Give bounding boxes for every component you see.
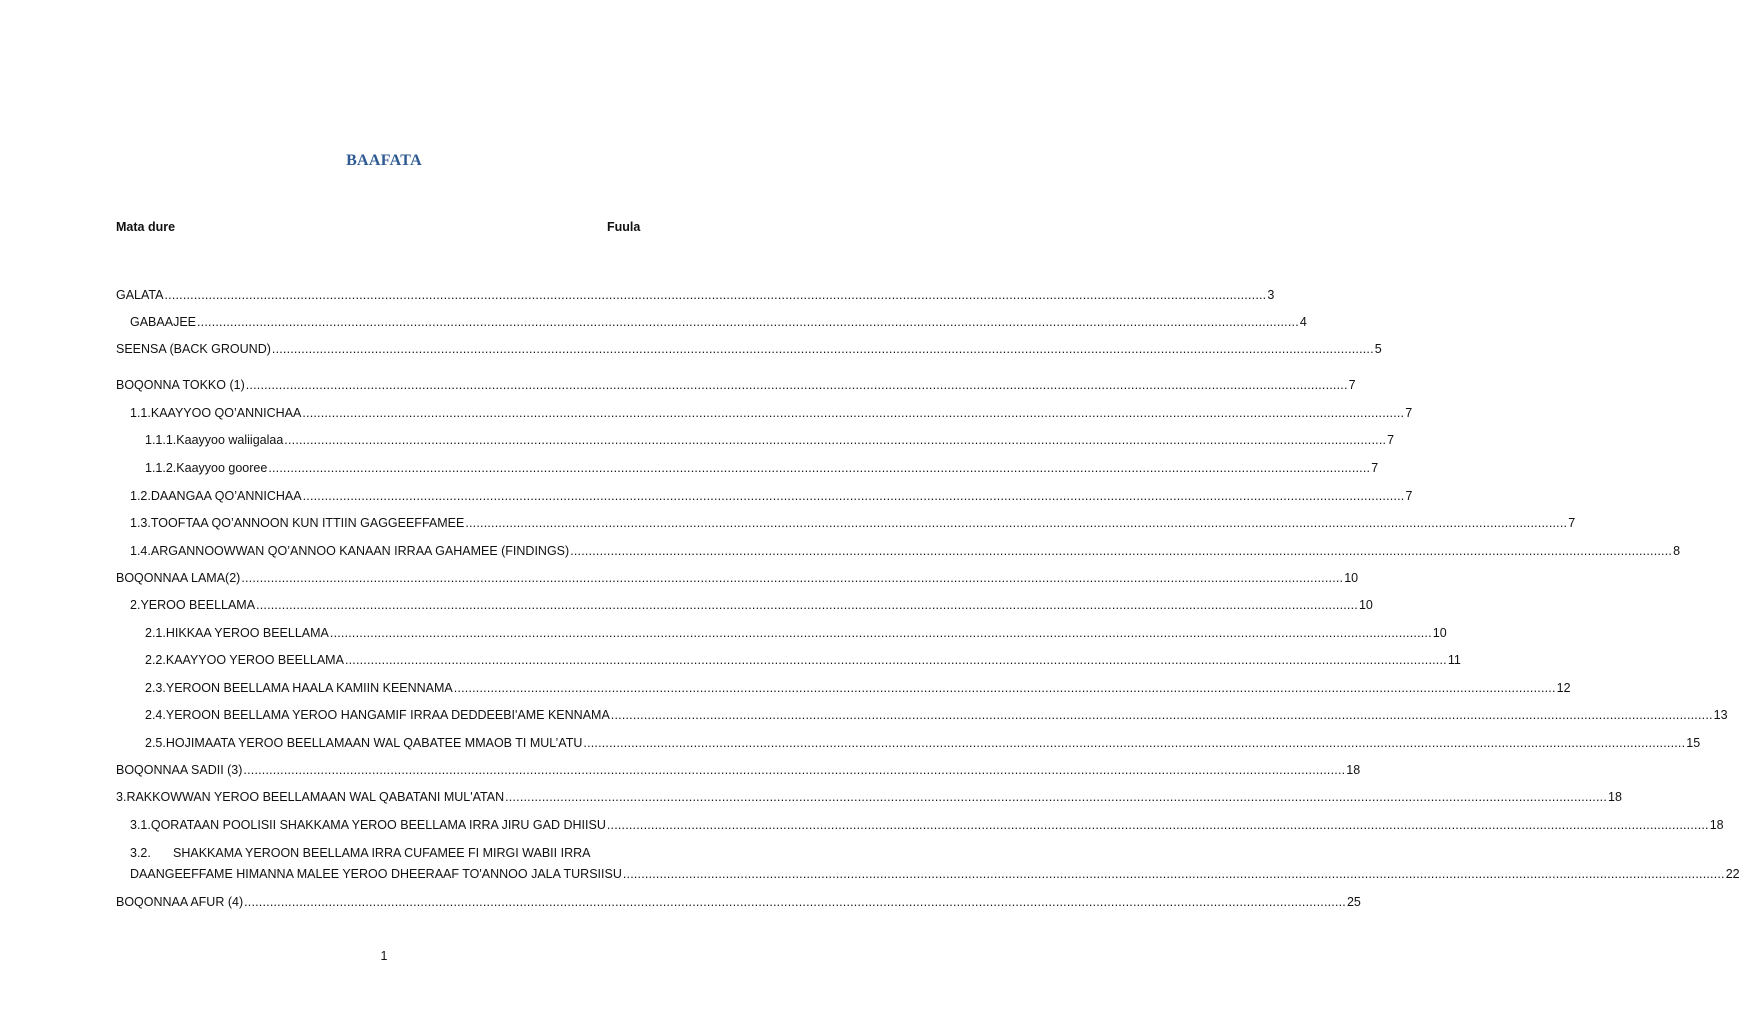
toc-entry-page: 8 [1673,544,1681,558]
toc-entry-page: 4 [1299,315,1307,329]
toc-entry-number: 1.1.2. [145,461,177,475]
toc-entry-number: 1.1.1. [145,433,177,447]
toc-entry-text: RAKKOWWAN YEROO BEELLAMAAN WAL QABATANI MUL'ATAN [126,790,505,804]
toc-entry[interactable] [116,895,1361,910]
toc-entry-text: YEROON BEELLAMA YEROO HANGAMIF IRRAA DEDDEEBI'AME KENNAMA [165,708,610,722]
toc-entry[interactable] [130,516,1576,531]
toc-entry-text: GABAAJEE [130,315,196,329]
dot-leader: ............................................................................................................................................................................................................................................................................................................ [344,653,1447,667]
dot-leader: ............................................................................................................................................................................................................................................................................................................ [329,626,1432,640]
toc-entry-text: BOQONNAA SADII (3) [116,763,243,777]
toc-entry[interactable] [116,288,1275,303]
toc-entry-page: 7 [1348,378,1356,392]
dot-leader: ............................................................................................................................................................................................................................................................................................................ [241,571,1344,585]
toc-entry-page: 3 [1267,288,1275,302]
dot-leader: ............................................................................................................................................................................................................................................................................................................ [243,763,1346,777]
toc-entry-page: 7 [1387,433,1395,447]
dot-leader: ............................................................................................................................................................................................................................................................................................................ [197,315,1299,329]
dot-leader: ............................................................................................................................................................................................................................................................................................................ [302,489,1405,503]
dot-leader: ............................................................................................................................................................................................................................................................................................................ [244,895,1346,909]
toc-entry-page: 18 [1346,763,1361,777]
dot-leader: ............................................................................................................................................................................................................................................................................................................ [302,406,1405,420]
toc-entry-page: 15 [1686,736,1701,750]
toc-entry-page: 12 [1556,681,1571,695]
toc-entry-text: BOQONNAA AFUR (4) [116,895,244,909]
dot-leader: ............................................................................................................................................................................................................................................................................................................ [505,790,1607,804]
toc-entry-text: SHAKKAMA YEROON BEELLAMA IRRA CUFAMEE FI MIRGI WABII IRRA [173,846,591,860]
toc-entry-text: YEROO BEELLAMA [140,598,256,612]
toc-entry[interactable] [145,461,1379,476]
toc-entry[interactable] [130,315,1307,330]
toc-entry-text: BOQONNA TOKKO (1) [116,378,245,392]
toc-entry-text: KAAYYOO YEROO BEELLAMA [165,653,344,667]
toc-entry-page: 10 [1344,571,1359,585]
toc-entry-page: 18 [1608,790,1622,804]
toc-entry[interactable] [130,818,1724,833]
dot-leader: ............................................................................................................................................................................................................................................................................................................ [284,433,1387,447]
toc-title: BAAFATA [346,152,422,169]
toc-entry-text: Kaayyoo waliigalaa [176,433,284,447]
toc-entry[interactable] [145,626,1447,641]
toc-entry-number: 2.2. [145,653,166,667]
toc-entry-page: 13 [1713,708,1728,722]
toc-entry[interactable] [145,433,1395,448]
toc-entry-page: 10 [1432,626,1447,640]
toc-entry-page: 5 [1374,342,1382,356]
toc-entry-text: DAANGAA QO’ANNICHAA [150,489,302,503]
toc-entry-text: ARGANNOOWWAN QO’ANNOO KANAAN IRRAA GAHAMEE (FINDINGS) [150,544,570,558]
toc-entry-number: 1.3. [130,516,151,530]
column-header-title: Mata dure [116,220,176,234]
toc-entry-page: 25 [1346,895,1361,909]
toc-entry-number: 1.4. [130,544,151,558]
toc-entry-page: 7 [1568,516,1576,530]
toc-entry-text: SEENSA (BACK GROUND) [116,342,271,356]
toc-entry-text: QORATAAN POOLISII SHAKKAMA YEROO BEELLAMA IRRA JIRU GAD DHIISU [150,818,606,832]
toc-entry-page: 10 [1358,598,1373,612]
toc-entry[interactable] [116,763,1361,778]
toc-entry-text: KAAYYOO QO’ANNICHAA [150,406,302,420]
toc-entry-number: 3.2. [130,846,151,860]
toc-entry-page: 7 [1371,461,1379,475]
dot-leader: ............................................................................................................................................................................................................................................................................................................ [570,544,1673,558]
dot-leader: ............................................................................................................................................................................................................................................................................................................ [465,516,1568,530]
toc-entry[interactable] [130,544,1681,559]
toc-entry[interactable] [130,598,1373,613]
toc-entry-page: 7 [1405,489,1413,503]
dot-leader: ............................................................................................................................................................................................................................................................................................................ [245,378,1348,392]
toc-entry-page: 22 [1725,867,1740,881]
toc-entry[interactable] [116,790,1622,805]
dot-leader: ............................................................................................................................................................................................................................................................................................................ [256,598,1358,612]
toc-entry-number: 1.2. [130,489,151,503]
toc-entry-number: 1.1. [130,406,151,420]
toc-entry[interactable] [145,736,1701,751]
toc-entry[interactable] [130,489,1413,504]
toc-entry-number: 2.4. [145,708,166,722]
toc-entry-number: 3.1. [130,818,151,832]
toc-entry-text: TOOFTAA QO’ANNOON KUN ITTIIN GAGGEEFFAMEE [150,516,465,530]
toc-entry[interactable] [145,708,1728,723]
toc-entry-text-continued: DAANGEEFFAME HIMANNA MALEE YEROO DHEERAAF TO'ANNOO JALA TURSIISU [130,867,622,881]
toc-entry-number: 2.1. [145,626,166,640]
dot-leader: ............................................................................................................................................................................................................................................................................................................ [622,867,1725,881]
toc-entry[interactable] [116,342,1382,357]
toc-entry-page: 11 [1447,653,1461,667]
toc-entry[interactable] [130,867,1740,882]
toc-entry-number: 2.3. [145,681,166,695]
toc-entry-page: 18 [1709,818,1724,832]
dot-leader: ............................................................................................................................................................................................................................................................................................................ [271,342,1374,356]
toc-entry[interactable] [145,653,1461,668]
toc-entry-number: 2. [130,598,141,612]
column-header-page: Fuula [607,220,641,234]
toc-entry-text: HIKKAA YEROO BEELLAMA [165,626,329,640]
toc-entry[interactable] [116,378,1356,393]
dot-leader: ............................................................................................................................................................................................................................................................................................................ [583,736,1686,750]
dot-leader: ............................................................................................................................................................................................................................................................................................................ [606,818,1709,832]
toc-entry-page: 7 [1405,406,1413,420]
dot-leader: ............................................................................................................................................................................................................................................................................................................ [164,288,1267,302]
dot-leader: ............................................................................................................................................................................................................................................................................................................ [453,681,1556,695]
toc-entry[interactable] [130,406,1413,421]
toc-entry-text: GALATA [116,288,164,302]
toc-entry-text: YEROON BEELLAMA HAALA KAMIIN KEENNAMA [165,681,453,695]
page-number: 1 [380,949,388,963]
toc-entry-number: 2.5. [145,736,166,750]
dot-leader: ............................................................................................................................................................................................................................................................................................................ [268,461,1371,475]
toc-entry-text: BOQONNAA LAMA(2) [116,571,241,585]
toc-entry-number: 3. [116,790,127,804]
toc-entry[interactable] [116,571,1359,586]
toc-entry-text: Kaayyoo gooree [176,461,268,475]
toc-entry-text: HOJIMAATA YEROO BEELLAMAAN WAL QABATEE MMAOB TI MUL’ATU [165,736,583,750]
toc-entry-first-line[interactable] [130,846,590,861]
dot-leader: ............................................................................................................................................................................................................................................................................................................ [610,708,1713,722]
toc-entry[interactable] [145,681,1571,696]
